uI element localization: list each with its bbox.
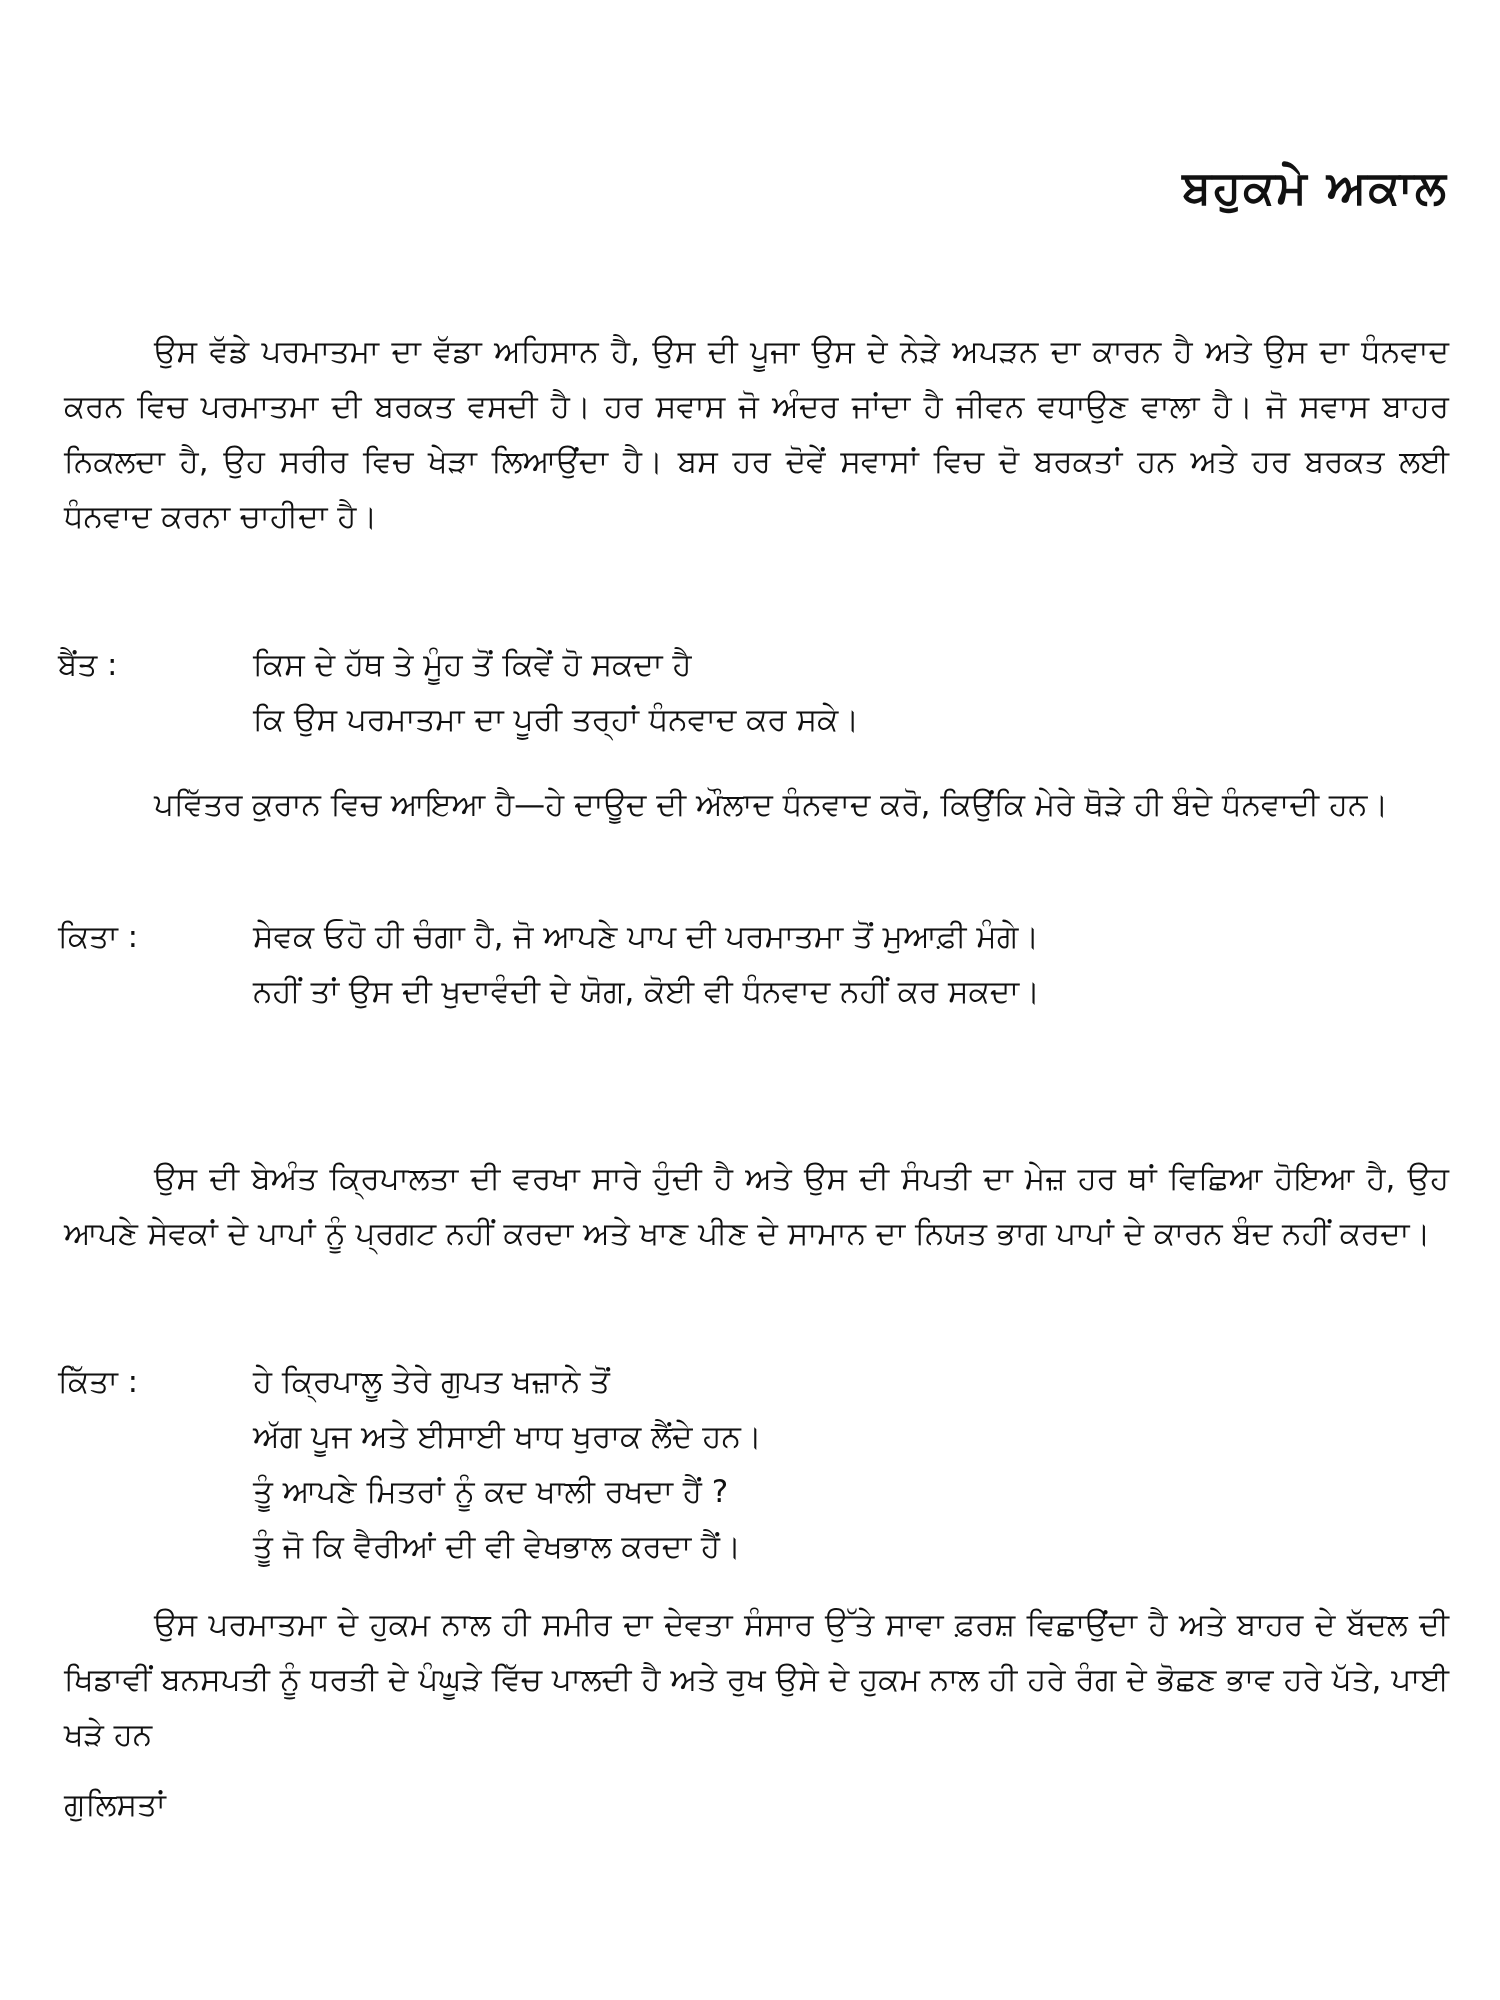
- paragraph-text: ਪਵਿੱਤਰ ਕੁਰਾਨ ਵਿਚ ਆਇਆ ਹੈ—ਹੇ ਦਾਊਦ ਦੀ ਔਲਾਦ ਧੰਨਵਾਦ ਕਰੋ, ਕਿਉਂਕਿ ਮੇਰੇ ਥੋੜੇ ਹੀ ਬੰਦੇ ਧੰਨਵਾਦੀ ਹਨ।: [154, 787, 1389, 823]
- paragraph-1: [64, 325, 1449, 545]
- verse-lines: [253, 638, 1453, 748]
- verse-line: ਹੇ ਕ੍ਰਿਪਾਲੂ ਤੇਰੇ ਗੁਪਤ ਖਜ਼ਾਨੇ ਤੋਂ: [253, 1364, 610, 1400]
- verse-label: ਕਿੱਤਾ :: [58, 1364, 139, 1400]
- paragraph-3: [64, 1152, 1449, 1262]
- closing-word: ਗੁਲਿਸਤਾਂ: [64, 1787, 166, 1823]
- verse-lines: [253, 1355, 1453, 1575]
- verse-line: ਅੱਗ ਪੂਜ ਅਤੇ ਈਸਾਈ ਖਾਧ ਖੁਰਾਕ ਲੈਂਦੇ ਹਨ।: [253, 1419, 762, 1455]
- verse-label: ਕਿਤਾ :: [58, 919, 139, 955]
- verse-line: ਤੂੰ ਆਪਣੇ ਮਿਤਰਾਂ ਨੂੰ ਕਦ ਖਾਲੀ ਰਖਦਾ ਹੈਂ ?: [253, 1474, 729, 1510]
- paragraph-4: [64, 1598, 1449, 1763]
- verse-lines: [253, 910, 1453, 1020]
- paragraph-text: ਉਸ ਦੀ ਬੇਅੰਤ ਕ੍ਰਿਪਾਲਤਾ ਦੀ ਵਰਖਾ ਸਾਰੇ ਹੁੰਦੀ ਹੈ ਅਤੇ ਉਸ ਦੀ ਸੰਪਤੀ ਦਾ ਮੇਜ਼ ਹਰ ਥਾਂ ਵਿਛਿਆ ਹੋਇਆ ਹੈ, ਉਹ ਆਪਣੇ ਸੇਵਕਾਂ ਦੇ ਪਾਪਾਂ ਨੂੰ ਪ੍ਰਗਟ ਨਹੀਂ ਕਰਦਾ ਅਤੇ ਖਾਣ ਪੀਣ ਦੇ ਸਾਮਾਨ ਦਾ ਨਿਯਤ ਭਾਗ ਪਾਪਾਂ ਦੇ ਕਾਰਨ ਬੰਦ ਨਹੀਂ ਕਰਦਾ।: [64, 1161, 1449, 1252]
- page-title: ਬਹੁਕਮੇ ਅਕਾਲ: [1182, 160, 1448, 214]
- verse-label: ਬੈਂਤ :: [58, 647, 118, 683]
- verse-line: ਨਹੀਂ ਤਾਂ ਉਸ ਦੀ ਖੁਦਾਵੰਦੀ ਦੇ ਯੋਗ, ਕੋਈ ਵੀ ਧੰਨਵਾਦ ਨਹੀਂ ਕਰ ਸਕਦਾ।: [253, 974, 1041, 1010]
- verse-line: ਕਿਸ ਦੇ ਹੱਥ ਤੇ ਮੂੰਹ ਤੋਂ ਕਿਵੇਂ ਹੋ ਸਕਦਾ ਹੈ: [253, 647, 692, 683]
- paragraph-text: ਉਸ ਵੱਡੇ ਪਰਮਾਤਮਾ ਦਾ ਵੱਡਾ ਅਹਿਸਾਨ ਹੈ, ਉਸ ਦੀ ਪੂਜਾ ਉਸ ਦੇ ਨੇੜੇ ਅਪੜਨ ਦਾ ਕਾਰਨ ਹੈ ਅਤੇ ਉਸ ਦਾ ਧੰਨਵਾਦ ਕਰਨ ਵਿਚ ਪਰਮਾਤਮਾ ਦੀ ਬਰਕਤ ਵਸਦੀ ਹੈ। ਹਰ ਸਵਾਸ ਜੋ ਅੰਦਰ ਜਾਂਦਾ ਹੈ ਜੀਵਨ ਵਧਾਉਣ ਵਾਲਾ ਹੈ। ਜੋ ਸਵਾਸ ਬਾਹਰ ਨਿਕਲਦਾ ਹੈ, ਉਹ ਸਰੀਰ ਵਿਚ ਖੇੜਾ ਲਿਆਉਂਦਾ ਹੈ। ਬਸ ਹਰ ਦੋਵੇਂ ਸਵਾਸਾਂ ਵਿਚ ਦੋ ਬਰਕਤਾਂ ਹਨ ਅਤੇ ਹਰ ਬਰਕਤ ਲਈ ਧੰਨਵਾਦ ਕਰਨਾ ਚਾਹੀਦਾ ਹੈ।: [64, 334, 1449, 535]
- verse-line: ਤੂੰ ਜੋ ਕਿ ਵੈਰੀਆਂ ਦੀ ਵੀ ਵੇਖਭਾਲ ਕਰਦਾ ਹੈਂ।: [253, 1529, 741, 1565]
- verse-line: ਕਿ ਉਸ ਪਰਮਾਤਮਾ ਦਾ ਪੂਰੀ ਤਰ੍ਹਾਂ ਧੰਨਵਾਦ ਕਰ ਸਕੇ।: [253, 702, 860, 738]
- verse-line: ਸੇਵਕ ਓਹੋ ਹੀ ਚੰਗਾ ਹੈ, ਜੋ ਆਪਣੇ ਪਾਪ ਦੀ ਪਰਮਾਤਮਾ ਤੋਂ ਮੁਆਫ਼ੀ ਮੰਗੇ।: [253, 919, 1040, 955]
- paragraph-2: [64, 778, 1449, 833]
- paragraph-text: ਉਸ ਪਰਮਾਤਮਾ ਦੇ ਹੁਕਮ ਨਾਲ ਹੀ ਸਮੀਰ ਦਾ ਦੇਵਤਾ ਸੰਸਾਰ ਉੱਤੇ ਸਾਵਾ ਫ਼ਰਸ਼ ਵਿਛਾਉਂਦਾ ਹੈ ਅਤੇ ਬਾਹਰ ਦੇ ਬੱਦਲ ਦੀ ਖਿਡਾਵੀਂ ਬਨਸਪਤੀ ਨੂੰ ਧਰਤੀ ਦੇ ਪੰਘੂੜੇ ਵਿੱਚ ਪਾਲਦੀ ਹੈ ਅਤੇ ਰੁਖ ਉਸੇ ਦੇ ਹੁਕਮ ਨਾਲ ਹੀ ਹਰੇ ਰੰਗ ਦੇ ਭੋਛਣ ਭਾਵ ਹਰੇ ਪੱਤੇ, ਪਾਈ ਖੜੇ ਹਨ: [64, 1607, 1449, 1753]
